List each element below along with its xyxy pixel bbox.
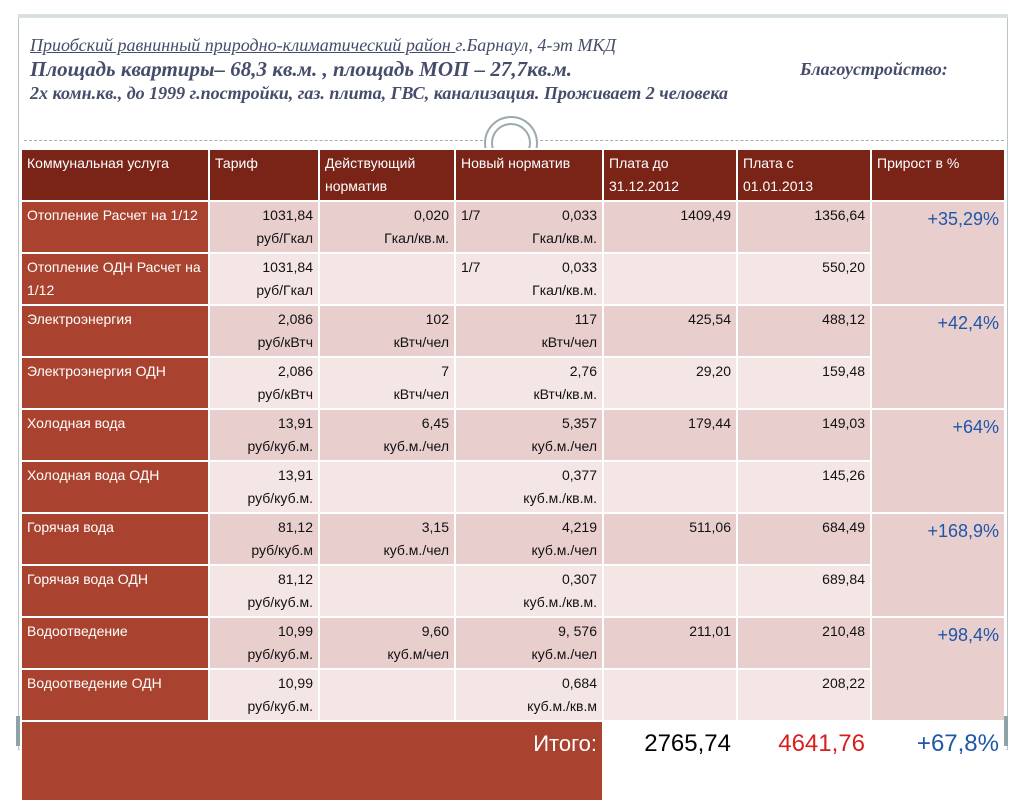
tariff-value: 13,91: [277, 415, 313, 431]
growth-percent: +35,29%: [871, 201, 1005, 305]
current-norm-unit: кВтч/чел: [393, 386, 449, 402]
tariff-unit: руб/куб.м.: [247, 698, 313, 714]
service-name: Электроэнергия ОДН: [21, 357, 209, 409]
tariff-table: [20, 148, 1006, 802]
new-norm-cell: [455, 565, 603, 617]
new-norm-cell: [455, 253, 603, 305]
pay-before-cell: 211,01: [603, 617, 737, 669]
tariff-unit: руб/Гкал: [256, 282, 313, 298]
pay-before-cell: 1409,49: [603, 201, 737, 253]
table-header-row: [21, 149, 1005, 201]
current-norm-unit: куб.м/чел: [387, 646, 449, 662]
new-norm-value: 0,033: [561, 207, 597, 223]
tariff-value: 2,086: [277, 311, 313, 327]
frame-left-mark: [16, 716, 20, 746]
col-header-pay-before: Плата до 31.12.2012: [603, 149, 737, 201]
table-row: [21, 617, 1005, 669]
new-norm-unit: куб.м./кв.м.: [523, 490, 597, 506]
col-header-current-norm: Действующий норматив: [319, 149, 455, 201]
new-norm-value: 0,377: [561, 467, 597, 483]
pay-before-cell: 511,06: [603, 513, 737, 565]
header-line-2: [30, 56, 1010, 82]
current-norm-value: 3,15: [421, 519, 449, 535]
pay-after-cell: 210,48: [737, 617, 871, 669]
current-norm-cell: [319, 305, 455, 357]
tariff-unit: руб/кВтч: [257, 386, 313, 402]
tariff-unit: руб/куб.м.: [247, 594, 313, 610]
current-norm-value: 6,45: [421, 415, 449, 431]
current-norm-unit: Гкал/кв.м.: [384, 230, 449, 246]
pay-after-cell: 149,03: [737, 409, 871, 461]
pay-after-cell: 145,26: [737, 461, 871, 513]
new-norm-prefix: 1/7: [461, 259, 481, 275]
new-norm-unit: куб.м./кв.м.: [523, 594, 597, 610]
current-norm-unit: куб.м./чел: [383, 542, 449, 558]
new-norm-value: 0,684: [561, 675, 597, 691]
table-row: [21, 409, 1005, 461]
tariff-value: 10,99: [277, 675, 313, 691]
tariff-value: 1031,84: [262, 207, 313, 223]
service-name: Водоотведение: [21, 617, 209, 669]
region-name: Приобский равнинный природно-климатический район: [30, 35, 456, 55]
new-norm-value: 2,76: [569, 363, 597, 379]
tariff-unit: руб/куб.м.: [247, 490, 313, 506]
new-norm-value: 5,357: [561, 415, 597, 431]
new-norm-unit: куб.м./кв.м: [527, 698, 597, 714]
tariff-value: 10,99: [277, 623, 313, 639]
service-name: Отопление Расчет на 1/12: [21, 201, 209, 253]
tariff-unit: руб/куб.м.: [247, 438, 313, 454]
service-name: Отопление ОДН Расчет на 1/12: [21, 253, 209, 305]
tariff-cell: [209, 461, 319, 513]
pay-before-cell: [603, 461, 737, 513]
pay-after-cell: 550,20: [737, 253, 871, 305]
current-norm-unit: кВтч/чел: [393, 334, 449, 350]
col-header-service: Коммунальная услуга: [21, 149, 209, 201]
amenities-label: Благоустройство:: [800, 59, 948, 79]
current-norm-value: 9,60: [421, 623, 449, 639]
pay-before-cell: [603, 669, 737, 721]
city-info: г.Барнаул, 4-эт МКД: [455, 35, 616, 55]
growth-percent: +168,9%: [871, 513, 1005, 617]
new-norm-value: 9, 576: [558, 623, 597, 639]
service-name: Холодная вода ОДН: [21, 461, 209, 513]
pay-before-cell: [603, 565, 737, 617]
total-row: [21, 721, 1005, 801]
header-line-1: [30, 34, 1010, 56]
new-norm-cell: [455, 305, 603, 357]
pay-after-cell: 689,84: [737, 565, 871, 617]
table-row: [21, 461, 1005, 513]
tariff-cell: [209, 513, 319, 565]
new-norm-cell: [455, 357, 603, 409]
pay-after-cell: 684,49: [737, 513, 871, 565]
tariff-unit: руб/куб.м.: [247, 646, 313, 662]
service-name: Водоотведение ОДН: [21, 669, 209, 721]
current-norm-cell: [319, 409, 455, 461]
new-norm-unit: куб.м./чел: [531, 542, 597, 558]
pay-before-cell: 29,20: [603, 357, 737, 409]
table-row: [21, 201, 1005, 253]
frame-right-mark: [1004, 716, 1008, 746]
tariff-cell: [209, 669, 319, 721]
table-row: [21, 513, 1005, 565]
total-growth: +67,8%: [871, 721, 1005, 801]
table-row: [21, 305, 1005, 357]
new-norm-value: 117: [574, 311, 597, 327]
new-norm-cell: [455, 669, 603, 721]
total-after: 4641,76: [737, 721, 871, 801]
table-row: [21, 357, 1005, 409]
new-norm-cell: [455, 201, 603, 253]
new-norm-unit: куб.м./чел: [531, 438, 597, 454]
tariff-unit: руб/кВтч: [257, 334, 313, 350]
slide-top-bar: [18, 14, 1008, 18]
current-norm-cell: [319, 513, 455, 565]
current-norm-value: 7: [441, 363, 449, 379]
tariff-cell: [209, 409, 319, 461]
service-name: Горячая вода: [21, 513, 209, 565]
current-norm-cell: [319, 617, 455, 669]
new-norm-unit: Гкал/кв.м.: [532, 230, 597, 246]
tariff-value: 1031,84: [262, 259, 313, 275]
header-line-3: 2х комн.кв., до 1999 г.постройки, газ. плита, ГВС, канализация. Проживает 2 человека: [30, 83, 729, 103]
growth-percent: +64%: [871, 409, 1005, 513]
tariff-unit: руб/куб.м: [251, 542, 313, 558]
tariff-value: 81,12: [277, 519, 313, 535]
table-row: [21, 565, 1005, 617]
current-norm-cell: [319, 253, 455, 305]
pay-before-cell: [603, 253, 737, 305]
col-header-pay-after: Плата с 01.01.2013: [737, 149, 871, 201]
new-norm-unit: кВтч/кв.м.: [533, 386, 597, 402]
new-norm-unit: куб.м./чел: [531, 646, 597, 662]
pay-after-cell: 488,12: [737, 305, 871, 357]
current-norm-unit: куб.м./чел: [383, 438, 449, 454]
pay-after-cell: 208,22: [737, 669, 871, 721]
col-header-growth: Прирост в %: [871, 149, 1005, 201]
current-norm-cell: [319, 669, 455, 721]
pay-before-cell: 179,44: [603, 409, 737, 461]
tariff-cell: [209, 253, 319, 305]
slide-header: [30, 34, 1010, 104]
tariff-value: 81,12: [277, 571, 313, 587]
col-header-new-norm: Новый норматив: [455, 149, 603, 201]
tariff-cell: [209, 201, 319, 253]
tariff-cell: [209, 305, 319, 357]
current-norm-value: 0,020: [413, 207, 449, 223]
new-norm-value: 0,033: [561, 259, 597, 275]
service-name: Электроэнергия: [21, 305, 209, 357]
growth-percent: +42,4%: [871, 305, 1005, 409]
new-norm-cell: [455, 461, 603, 513]
table-row: [21, 253, 1005, 305]
growth-percent: +98,4%: [871, 617, 1005, 721]
current-norm-cell: [319, 565, 455, 617]
total-before: 2765,74: [603, 721, 737, 801]
new-norm-cell: [455, 617, 603, 669]
pay-after-cell: 159,48: [737, 357, 871, 409]
new-norm-unit: Гкал/кв.м.: [532, 282, 597, 298]
new-norm-value: 4,219: [561, 519, 597, 535]
service-name: Горячая вода ОДН: [21, 565, 209, 617]
current-norm-value: 102: [425, 311, 449, 327]
new-norm-prefix: 1/7: [461, 207, 481, 223]
tariff-cell: [209, 565, 319, 617]
current-norm-cell: [319, 461, 455, 513]
new-norm-cell: [455, 409, 603, 461]
service-name: Холодная вода: [21, 409, 209, 461]
tariff-cell: [209, 357, 319, 409]
tariff-cell: [209, 617, 319, 669]
table-row: [21, 669, 1005, 721]
new-norm-value: 0,307: [561, 571, 597, 587]
current-norm-cell: [319, 201, 455, 253]
tariff-value: 13,91: [277, 467, 313, 483]
tariff-value: 2,086: [277, 363, 313, 379]
pay-before-cell: 425,54: [603, 305, 737, 357]
total-label: Итого:: [21, 721, 603, 801]
pay-after-cell: 1356,64: [737, 201, 871, 253]
new-norm-unit: кВтч/чел: [541, 334, 597, 350]
area-info: Площадь квартиры– 68,3 кв.м. , площадь МОП – 27,7кв.м.: [30, 57, 573, 81]
tariff-unit: руб/Гкал: [256, 230, 313, 246]
current-norm-cell: [319, 357, 455, 409]
col-header-tariff: Тариф: [209, 149, 319, 201]
new-norm-cell: [455, 513, 603, 565]
